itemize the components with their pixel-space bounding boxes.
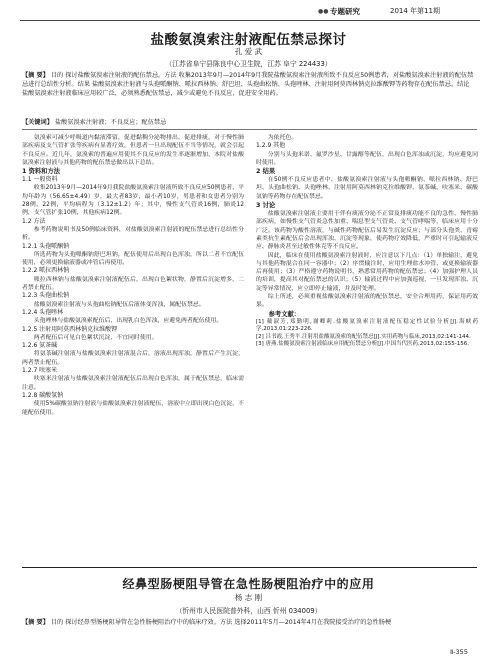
- paragraph: 哌拉西林钠与盐酸氨溴索注射液配伍后，出现白色絮状物，静置后沉淀增多，二者禁止配伍。: [22, 276, 244, 292]
- page-number: Ⅱ-355: [450, 648, 468, 656]
- subsection-heading: 1.2.2 哌拉西林钠: [22, 267, 70, 275]
- paragraph: 因此，临床在使用盐酸氨溴索注射液时，应注意以下几点：（1）单独输注，避免与其他药物混合在同一容器中；（2）序贯输注时，应用生理盐水冲管，或更换输液器后再使用；（3）严格遵守药物说明书，熟悉常用药物的配伍禁忌；（4）加强护理人员的培训，提高其对配伍禁忌的认识；（5）输液过程中应加强巡视，一旦发现浑浊、沉淀等异常情况，应立即停止输液，并及时处理。: [256, 252, 478, 292]
- article-author: 孔 爱 武: [234, 47, 263, 56]
- subsection-heading: 1.2.8 碳酸氢钠: [22, 391, 64, 399]
- subsection-heading: 1.2.1 头孢哌酮钠: [22, 242, 70, 250]
- second-article-author: 杨 志 刚: [234, 593, 263, 602]
- paragraph: 盐酸氨溴索注射液主要用于伴有痰液分泌不正常及排痰功能不良的急性、慢性肺部疾病，如慢性支气管炎急性加重、喘息型支气管炎、支气管哮喘等，临床应用十分广泛。该药物为酸性溶液，与碱性药物配伍后易发生沉淀反应；与部分头孢类、青霉素类抗生素配伍后会出现浑浊、沉淀等现象，使药物疗效降低，严重时可引起输液反应、静脉炎甚至过敏性休克等不良反应。: [256, 211, 478, 251]
- references-heading: 参考文献：: [268, 310, 301, 318]
- second-article-affiliation: （忻州市人民医院普外科，山西 忻州 034009）: [175, 607, 322, 615]
- article-divider: [22, 567, 477, 568]
- paragraph: 氨溴索可减少呼吸道内黏液滞留，促进黏稠分泌物排出，促进排痰，对于慢性肺部疾病及支气管扩张等疾病有显著疗效，但患者一旦出现配伍不当等情况，就会引起不良反应。近几年，氨溴索的普遍应用使其不良反应的发生率逐渐增加，本院对盐酸氨溴索注射液与其他药物的配伍禁忌做出以下总结。: [22, 135, 244, 166]
- subsection-heading: 1.2.7 呋塞米: [22, 367, 58, 375]
- subsection-heading: 1.2.6 氨茶碱: [22, 342, 58, 350]
- article-title: 盐酸氨溴索注射液配伍禁忌探讨: [150, 32, 347, 48]
- second-abstract-label: 【摘 要】: [22, 619, 49, 626]
- section-heading: 1 资料和方法: [22, 168, 61, 176]
- reference-item: [1] 戴淑芳,郑勤明,谢卿莉.盐酸氨溴索注射液配伍稳定性试验分析[J].海峡药学,2013,01:223-226.: [256, 318, 478, 333]
- article-affiliation: （江苏省阜宁县陈良中心卫生院，江苏 阜宁 224433）: [165, 60, 332, 68]
- paragraph: 在50例不良反应患者中，盐酸氨溴索注射液与头孢哌酮钠、哌拉西林钠、舒巴坦、头孢曲松钠、头孢唑林、注射用阿莫西林钠克拉维酸钾、氨茶碱、呋塞米、碳酸氢钠等药物存在配伍禁忌。: [256, 177, 478, 200]
- reference-item: [2] 吕书霞,王秀平.注射用盐酸氨溴索的配伍禁忌[J].实用药物与临床,2013,02:141-144.: [256, 333, 471, 340]
- subsection-heading: 1.2.5 注射用阿莫西林钠克拉维酸钾: [22, 325, 118, 333]
- paragraph: 两者配伍后可见白色絮状沉淀，不宜同时使用。: [33, 334, 158, 341]
- body-column-left: [22, 134, 244, 417]
- second-article-title: 经鼻型肠梗阻导管在急性肠梗阻治疗中的应用: [122, 577, 375, 591]
- section-heading: 2 结果: [256, 168, 276, 176]
- header-rule: [20, 20, 480, 21]
- journal-section-name: 专题研究: [330, 7, 360, 16]
- paragraph: 为依托色。: [267, 135, 298, 141]
- paragraph: 使用5%碳酸氢钠注射液与盐酸氨溴索注射液配伍，溶液中立即出现白色沉淀，不能配伍使用。: [22, 401, 244, 416]
- paragraph: 盐酸氨溴索注射液与头孢曲松钠配伍后液体变浑浊，属配伍禁忌。: [33, 301, 205, 308]
- keywords-text: 盐酸氨溴索注射液；不良反应；配伍禁忌: [54, 119, 167, 126]
- journal-issue: 2014 年第11期: [390, 7, 440, 15]
- body-column-right: [256, 134, 478, 349]
- paragraph: 分别与头孢米诺、氟罗沙星、甘露醇等配伍，出现白色浑浊或沉淀，均应避免同时使用。: [256, 151, 478, 166]
- reference-item: [3] 唐燕.盐酸氨溴索注射液临床应用配伍禁忌分析[J].中国当代医药,2013,02:155-156.: [256, 341, 470, 348]
- subsection-heading: 1.2.4 头孢唑林: [22, 308, 64, 316]
- paragraph: 所选药物为头孢哌酮钠舒巴坦钠，配伍使用后出现白色浑浊，所以二者不宜配伍使用，必须更换输液器或冲管后再使用。: [22, 251, 244, 267]
- abstract-text: 目的 探讨盐酸氨溴索注射液的配伍禁忌。方法 收集2013年9月—2014年9月我院盐酸氨溴索注射液所致不良反应50例患者，对盐酸氨溴索注射液的配伍禁忌进行总结性分析。结果 盐酸氨溴索注射液与头孢哌酮钠、哌拉西林钠、舒巴坦、头孢曲松钠、头孢唑林、注射用阿莫西林钠克拉维酸钾等药物存在配伍禁忌。结论 盐酸氨溴索注射液临床应用较广泛，必须熟悉配伍禁忌，减少或避免不良反应，促进安全用药。: [22, 72, 474, 97]
- subsection-heading: 1.2 方法: [22, 217, 46, 225]
- second-abstract-text: 目的 探讨经鼻型肠梗阻导管在急性肠梗阻治疗中的临床疗效。方法 选择2011年5月—2014年4月在我院接受治疗的急性肠梗: [50, 619, 392, 626]
- paragraph: 将氨茶碱注射液与盐酸氨溴索注射液混合后，溶液出现浑浊，静置后产生沉淀，两者禁止配伍。: [22, 351, 244, 366]
- keywords-rule: [22, 129, 477, 130]
- subsection-heading: 1.1 一般资料: [22, 176, 58, 184]
- abstract-label: 【摘 要】: [22, 72, 49, 79]
- article-keywords: [22, 119, 477, 127]
- subsection-heading: 1.2.3 头孢曲松钠: [22, 292, 70, 300]
- paragraph: 综上所述，必须重视盐酸氨溴索注射液的配伍禁忌，安全合理用药，保证用药效果。: [256, 294, 478, 309]
- running-header: [0, 6, 497, 18]
- section-heading: 3 讨论: [256, 202, 276, 210]
- header-ornament: ●●: [318, 8, 329, 15]
- paragraph: 参考药物说明书及50例临床资料，对盐酸氨溴索注射液的配伍禁忌进行总结性分析。: [22, 226, 244, 242]
- paragraph: 头孢唑林与盐酸氨溴索配伍后，出现乳白色浑浊，应避免两者配伍使用。: [33, 318, 223, 325]
- second-article-abstract: [22, 618, 477, 627]
- subsection-heading: 1.2.9 其他: [256, 142, 286, 150]
- paragraph: 收集2013年9月—2014年9月我院盐酸氨溴索注射液所致不良反应50例患者，平均年龄为（56.65±4.49）岁，最大者83岁，最小者10岁，男患者和女患者分别为28例、22例，平均病程为（3.12±1.2）年；其中，慢性支气管炎16例，肺炎12例，支气管扩张10例，其他疾病12例。: [22, 185, 244, 217]
- keywords-label: 【关键词】: [22, 119, 53, 126]
- paragraph: 呋塞米注射液与盐酸氨溴索注射液配伍后出现白色浑浊，属于配伍禁忌，临床需注意。: [22, 376, 244, 391]
- article-abstract: [22, 71, 477, 98]
